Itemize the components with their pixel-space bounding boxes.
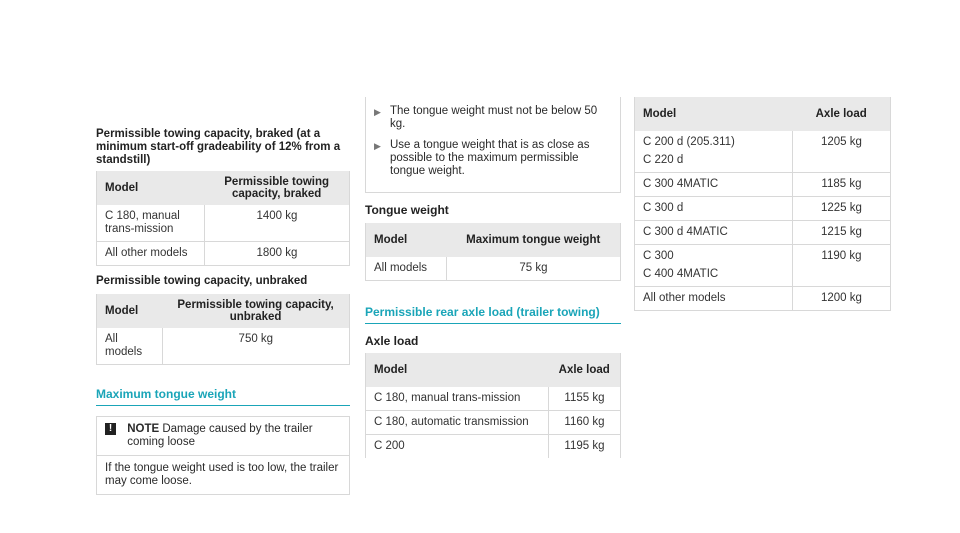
table-header-model: Model [366, 353, 549, 387]
table-cell: C 300 C 400 4MATIC [635, 245, 793, 287]
tongue-weight-heading: Tongue weight [365, 203, 449, 217]
table-cell: 75 kg [446, 257, 620, 281]
table-cell: 1215 kg [792, 221, 890, 245]
table-cell: 1155 kg [548, 387, 620, 411]
list-item: ▶ The tongue weight must not be below 50 kg. [374, 105, 598, 130]
table-cell: 1225 kg [792, 197, 890, 221]
arrow-right-icon: ▶ [374, 141, 381, 151]
braked-table [96, 171, 350, 266]
table-cell: C 200 [366, 435, 549, 459]
table-cell: C 180, automatic transmission [366, 411, 549, 435]
braked-heading: Permissible towing capacity, braked (at a minimum start-off gradeability of 12% from a standstill) [96, 128, 341, 166]
note-title: Damage caused by the trailer coming loose [127, 423, 313, 448]
table-row [366, 257, 621, 281]
table-cell: C 180, manual trans-mission [97, 205, 205, 242]
table-row [635, 131, 891, 173]
table-row [97, 328, 350, 365]
note-header [97, 417, 349, 456]
table-header-axle-load: Axle load [548, 353, 620, 387]
unbraked-table [96, 294, 350, 365]
table-cell: 1185 kg [792, 173, 890, 197]
table-cell: 1400 kg [204, 205, 349, 242]
table-cell: All other models [635, 287, 793, 311]
note-body: If the tongue weight used is too low, the trailer may come loose. [105, 462, 339, 487]
table-cell: C 300 d 4MATIC [635, 221, 793, 245]
note-label: NOTE [127, 423, 160, 435]
table-cell: All other models [97, 242, 205, 266]
unbraked-heading: Permissible towing capacity, unbraked [96, 275, 308, 287]
bullet-box [365, 97, 621, 193]
table-header-axle-load: Axle load [792, 97, 890, 131]
column-1 [96, 128, 350, 495]
table-header-weight: Maximum tongue weight [446, 223, 620, 257]
table-header-model: Model [366, 223, 447, 257]
table-row [635, 221, 891, 245]
table-header-model: Model [635, 97, 793, 131]
table-cell: 1200 kg [792, 287, 890, 311]
axle-load-heading: Axle load [365, 334, 419, 348]
list-item: ▶ Use a tongue weight that is as close as possible to the maximum permissible tongue weight. [374, 139, 590, 177]
table-row [635, 287, 891, 311]
axle-table [365, 353, 621, 458]
column-3 [634, 97, 891, 311]
table-cell: 1205 kg [792, 131, 890, 173]
table-cell: 750 kg [162, 328, 349, 365]
table-header-model: Model [97, 171, 205, 205]
table-cell: 1800 kg [204, 242, 349, 266]
table-cell: All models [366, 257, 447, 281]
table-cell: C 300 d [635, 197, 793, 221]
warning-icon: ! [105, 423, 116, 435]
table-row [97, 205, 350, 242]
table-row [635, 197, 891, 221]
table-cell: C 180, manual trans-mission [366, 387, 549, 411]
table-row [635, 245, 891, 287]
table-row [97, 242, 350, 266]
table-cell: C 200 d (205.311) C 220 d [635, 131, 793, 173]
table-row [366, 435, 621, 459]
table-header-model: Model [97, 294, 163, 328]
table-cell: 1160 kg [548, 411, 620, 435]
tongue-table [365, 223, 621, 281]
table-header-capacity: Permissible towing capacity, braked [204, 171, 349, 205]
tongue-weight-title: Maximum tongue weight [96, 387, 350, 406]
note-box [96, 416, 350, 495]
table-header-capacity: Permissible towing capacity, unbraked [162, 294, 349, 328]
axle-table-continued [634, 97, 891, 311]
rear-axle-title: Permissible rear axle load (trailer towing) [365, 305, 621, 324]
table-row [635, 173, 891, 197]
table-cell: 1190 kg [792, 245, 890, 287]
column-2 [365, 97, 621, 458]
arrow-right-icon: ▶ [374, 107, 381, 117]
table-cell: C 300 4MATIC [635, 173, 793, 197]
table-row [366, 411, 621, 435]
table-cell: All models [97, 328, 163, 365]
table-row [366, 387, 621, 411]
table-cell: 1195 kg [564, 440, 605, 452]
